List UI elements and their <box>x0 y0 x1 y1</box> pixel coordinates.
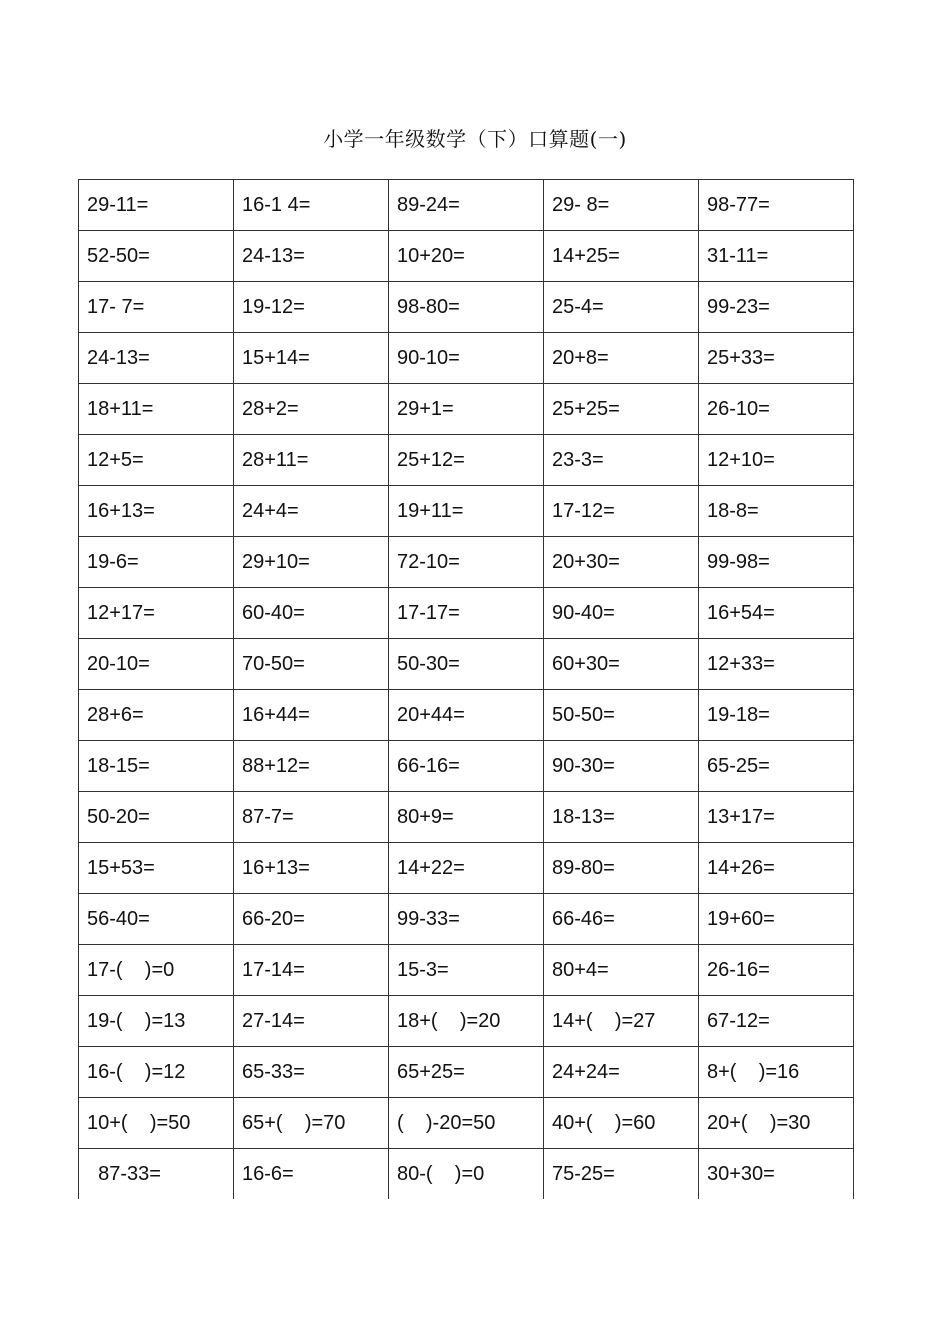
problem-cell: 17- 7= <box>79 282 234 333</box>
problem-cell: 80-( )=0 <box>389 1149 544 1200</box>
problem-cell: 31-11= <box>699 231 854 282</box>
problem-cell: 24-13= <box>79 333 234 384</box>
problem-cell: 80+9= <box>389 792 544 843</box>
problem-cell: ( )-20=50 <box>389 1098 544 1149</box>
problem-cell: 17-( )=0 <box>79 945 234 996</box>
problem-cell: 10+20= <box>389 231 544 282</box>
problem-cell: 18+( )=20 <box>389 996 544 1047</box>
problem-cell: 19-12= <box>234 282 389 333</box>
problem-cell: 20+44= <box>389 690 544 741</box>
problem-cell: 18+11= <box>79 384 234 435</box>
problem-cell: 29-11= <box>79 180 234 231</box>
problem-cell: 29+10= <box>234 537 389 588</box>
problem-cell: 18-8= <box>699 486 854 537</box>
problem-cell: 90-10= <box>389 333 544 384</box>
table-row <box>79 333 854 384</box>
problem-cell: 60+30= <box>544 639 699 690</box>
table-row <box>79 231 854 282</box>
table-row <box>79 639 854 690</box>
problem-cell: 25+33= <box>699 333 854 384</box>
problem-cell: 14+22= <box>389 843 544 894</box>
problem-cell: 12+5= <box>79 435 234 486</box>
problem-cell: 30+30= <box>699 1149 854 1200</box>
table-row <box>79 690 854 741</box>
problem-cell: 27-14= <box>234 996 389 1047</box>
problem-cell: 16-6= <box>234 1149 389 1200</box>
problem-cell: 90-40= <box>544 588 699 639</box>
problem-cell: 50-50= <box>544 690 699 741</box>
table-row <box>79 741 854 792</box>
problem-cell: 13+17= <box>699 792 854 843</box>
problem-table-body <box>79 180 854 1200</box>
problem-cell: 25+25= <box>544 384 699 435</box>
problem-sheet <box>78 179 854 1191</box>
problem-cell: 16+54= <box>699 588 854 639</box>
problem-cell: 90-30= <box>544 741 699 792</box>
problem-cell: 15-3= <box>389 945 544 996</box>
problem-cell: 70-50= <box>234 639 389 690</box>
problem-cell: 99-23= <box>699 282 854 333</box>
problem-cell: 40+( )=60 <box>544 1098 699 1149</box>
table-row <box>79 945 854 996</box>
table-row <box>79 282 854 333</box>
problem-cell: 72-10= <box>389 537 544 588</box>
page-title: 小学一年级数学（下）口算题(一) <box>323 127 627 151</box>
problem-cell: 98-80= <box>389 282 544 333</box>
problem-cell: 52-50= <box>79 231 234 282</box>
problem-cell: 12+10= <box>699 435 854 486</box>
problem-cell: 89-80= <box>544 843 699 894</box>
problem-cell: 99-33= <box>389 894 544 945</box>
problem-table <box>78 179 854 1199</box>
problem-cell: 26-16= <box>699 945 854 996</box>
problem-cell: 23-3= <box>544 435 699 486</box>
problem-cell: 66-46= <box>544 894 699 945</box>
table-row <box>79 792 854 843</box>
problem-cell: 98-77= <box>699 180 854 231</box>
problem-cell: 17-12= <box>544 486 699 537</box>
table-row <box>79 588 854 639</box>
table-row <box>79 486 854 537</box>
problem-cell: 87-7= <box>234 792 389 843</box>
problem-cell: 25+12= <box>389 435 544 486</box>
problem-cell: 19-18= <box>699 690 854 741</box>
table-row <box>79 537 854 588</box>
problem-cell: 20+8= <box>544 333 699 384</box>
table-row <box>79 843 854 894</box>
table-row <box>79 435 854 486</box>
problem-cell: 19-( )=13 <box>79 996 234 1047</box>
problem-cell: 88+12= <box>234 741 389 792</box>
problem-cell: 8+( )=16 <box>699 1047 854 1098</box>
problem-cell: 24+24= <box>544 1047 699 1098</box>
problem-cell: 24-13= <box>234 231 389 282</box>
problem-cell: 28+2= <box>234 384 389 435</box>
problem-cell: 17-17= <box>389 588 544 639</box>
problem-cell: 99-98= <box>699 537 854 588</box>
problem-cell: 26-10= <box>699 384 854 435</box>
problem-cell: 65-25= <box>699 741 854 792</box>
problem-cell: 29- 8= <box>544 180 699 231</box>
problem-cell: 20-10= <box>79 639 234 690</box>
problem-cell: 14+( )=27 <box>544 996 699 1047</box>
problem-cell: 87-33= <box>79 1149 234 1200</box>
problem-cell: 20+30= <box>544 537 699 588</box>
problem-cell: 14+25= <box>544 231 699 282</box>
problem-cell: 66-16= <box>389 741 544 792</box>
problem-cell: 17-14= <box>234 945 389 996</box>
table-row <box>79 384 854 435</box>
problem-cell: 56-40= <box>79 894 234 945</box>
problem-cell: 28+6= <box>79 690 234 741</box>
problem-cell: 60-40= <box>234 588 389 639</box>
problem-cell: 24+4= <box>234 486 389 537</box>
problem-cell: 20+( )=30 <box>699 1098 854 1149</box>
problem-cell: 16+13= <box>234 843 389 894</box>
problem-cell: 12+17= <box>79 588 234 639</box>
problem-cell: 29+1= <box>389 384 544 435</box>
problem-cell: 25-4= <box>544 282 699 333</box>
problem-cell: 16+44= <box>234 690 389 741</box>
table-row <box>79 180 854 231</box>
problem-cell: 19+60= <box>699 894 854 945</box>
table-row <box>79 1149 854 1200</box>
problem-cell: 28+11= <box>234 435 389 486</box>
problem-cell: 80+4= <box>544 945 699 996</box>
problem-cell: 18-13= <box>544 792 699 843</box>
table-row <box>79 996 854 1047</box>
table-row <box>79 1047 854 1098</box>
problem-cell: 19+11= <box>389 486 544 537</box>
problem-cell: 16-( )=12 <box>79 1047 234 1098</box>
problem-cell: 12+33= <box>699 639 854 690</box>
problem-cell: 18-15= <box>79 741 234 792</box>
problem-cell: 75-25= <box>544 1149 699 1200</box>
table-row <box>79 1098 854 1149</box>
problem-cell: 19-6= <box>79 537 234 588</box>
problem-cell: 66-20= <box>234 894 389 945</box>
problem-cell: 65+25= <box>389 1047 544 1098</box>
problem-cell: 67-12= <box>699 996 854 1047</box>
problem-cell: 65-33= <box>234 1047 389 1098</box>
problem-cell: 50-30= <box>389 639 544 690</box>
problem-cell: 89-24= <box>389 180 544 231</box>
problem-cell: 15+53= <box>79 843 234 894</box>
problem-cell: 15+14= <box>234 333 389 384</box>
problem-cell: 65+( )=70 <box>234 1098 389 1149</box>
problem-cell: 14+26= <box>699 843 854 894</box>
problem-cell: 10+( )=50 <box>79 1098 234 1149</box>
problem-cell: 16-1 4= <box>234 180 389 231</box>
problem-cell: 16+13= <box>79 486 234 537</box>
table-row <box>79 894 854 945</box>
problem-cell: 50-20= <box>79 792 234 843</box>
